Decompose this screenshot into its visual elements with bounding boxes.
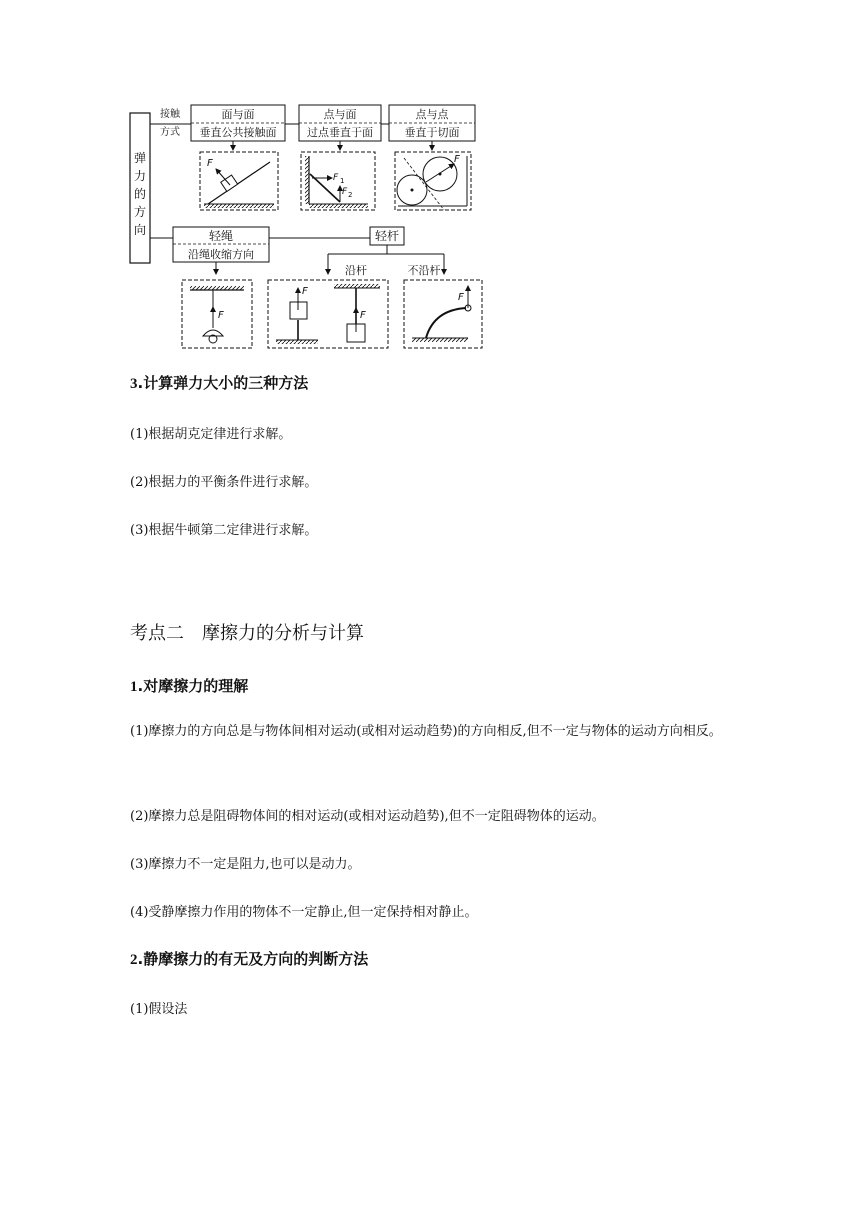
sub1-item-1: (1)摩擦力的方向总是与物体间相对运动(或相对运动趋势)的方向相反,但不一定与物体的运动方向相反。 <box>130 724 722 739</box>
svg-text:点与面: 点与面 <box>323 108 357 121</box>
svg-text:F: F <box>302 286 308 297</box>
sub2-title: 2.静摩擦力的有无及方向的判断方法 <box>130 950 369 968</box>
rod-not-along-diagram <box>404 280 482 348</box>
svg-text:点与点: 点与点 <box>415 108 449 121</box>
sub1-item-3: (3)摩擦力不一定是阻力,也可以是动力。 <box>130 857 361 872</box>
spheres-diagram <box>395 152 471 210</box>
sub1-title: 1.对摩擦力的理解 <box>130 677 249 695</box>
rod-along-label: 沿杆 <box>345 264 367 277</box>
rod-along-diagram <box>268 280 388 348</box>
sec3-item-2: (2)根据力的平衡条件进行求解。 <box>130 475 318 490</box>
contact-label-1: 接触 <box>160 109 180 120</box>
rod-not-along-label: 不沿杆 <box>407 264 441 277</box>
svg-text:F: F <box>458 292 464 303</box>
sec3-item-3: (3)根据牛顿第二定律进行求解。 <box>130 523 318 538</box>
svg-text:垂直于切面: 垂直于切面 <box>404 126 460 139</box>
svg-text:沿绳收缩方向: 沿绳收缩方向 <box>188 248 254 261</box>
svg-text:面与面: 面与面 <box>221 108 255 121</box>
svg-text:F: F <box>218 310 224 321</box>
section-3-title: 3.计算弹力大小的三种方法 <box>130 374 309 392</box>
main-label-1: 弹 <box>133 151 147 165</box>
svg-text:2: 2 <box>348 191 353 199</box>
box-face-face <box>191 105 285 141</box>
sub1-item-4: (4)受静摩擦力作用的物体不一定静止,但一定保持相对静止。 <box>130 905 478 920</box>
box-rod <box>370 227 404 245</box>
svg-text:轻绳: 轻绳 <box>208 229 234 243</box>
incline-diagram <box>200 152 278 210</box>
svg-text:1: 1 <box>340 177 345 185</box>
box-point-face <box>299 105 381 141</box>
elastic-force-direction-diagram <box>128 102 488 354</box>
rod-wall-diagram <box>301 152 375 210</box>
box-rope <box>173 227 269 262</box>
rope-lamp-diagram <box>182 280 252 348</box>
topic-heading: 考点二 摩擦力的分析与计算 <box>130 623 364 644</box>
main-label-4: 方 <box>133 205 147 219</box>
svg-text:F: F <box>454 154 460 165</box>
svg-text:F: F <box>342 187 348 197</box>
sub2-item-1: (1)假设法 <box>130 1002 188 1017</box>
box-point-point <box>389 105 475 141</box>
main-label-5: 向 <box>133 223 147 237</box>
main-label-2: 力 <box>133 169 147 183</box>
svg-text:F: F <box>333 173 339 183</box>
svg-text:过点垂直于面: 过点垂直于面 <box>307 126 373 139</box>
svg-text:F: F <box>360 310 366 321</box>
sub1-item-2: (2)摩擦力总是阻碍物体间的相对运动(或相对运动趋势),但不一定阻碍物体的运动。 <box>130 809 605 824</box>
sec3-item-1: (1)根据胡克定律进行求解。 <box>130 427 292 442</box>
force-label-F: F <box>207 158 213 169</box>
main-label-3: 的 <box>133 187 147 201</box>
svg-text:轻杆: 轻杆 <box>374 229 400 243</box>
svg-text:垂直公共接触面: 垂直公共接触面 <box>199 126 277 139</box>
contact-label-2: 方式 <box>160 127 180 138</box>
